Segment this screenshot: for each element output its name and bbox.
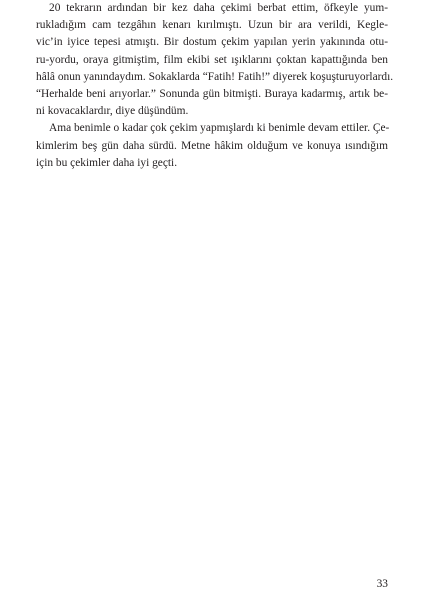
paragraph-line: “Herhalde beni arıyorlar.” Sonunda gün bitmişti. Buraya kadarmış, artık be- bbox=[36, 88, 388, 101]
paragraph-line: 20 tekrarın ardından bir kez daha çekimi berbat ettim, öfkeyle yum- bbox=[49, 2, 388, 14]
paragraph-line: için bu çekimler daha iyi geçti. bbox=[36, 156, 178, 169]
body-text bbox=[36, 0, 394, 172]
paragraph-2 bbox=[36, 120, 388, 172]
paragraph-line: ru-yordu, oraya gitmiştim, film ekibi set ışıklarını çoktan kapattığında ben bbox=[36, 53, 388, 66]
paragraph-line: Ama benimle o kadar çok çekim yapmışlardı ki benimle devam ettiler. Çe- bbox=[49, 122, 390, 135]
paragraph-line: kimlerim beş gün daha sürdü. Metne hâkim olduğum ve konuya ısındığım bbox=[36, 139, 388, 152]
paragraph-1 bbox=[36, 0, 394, 120]
paragraph-line: vic’in iyice tepesi atmıştı. Bir dostum çekim yapılan yerin yakınında otu- bbox=[36, 36, 388, 49]
paragraph-line: ni kovacaklardır, diye düşündüm. bbox=[36, 105, 189, 118]
page-number: 33 bbox=[376, 578, 388, 590]
paragraph-line: hâlâ onun yanındaydım. Sokaklarda “Fatih! Fatih!” diyerek koşuşturuyorlardı. bbox=[36, 70, 394, 83]
paragraph-line: rukladığım cam tezgâhın kenarı kırılmıştı. Uzun bir ara verildi, Keglе- bbox=[36, 19, 388, 32]
